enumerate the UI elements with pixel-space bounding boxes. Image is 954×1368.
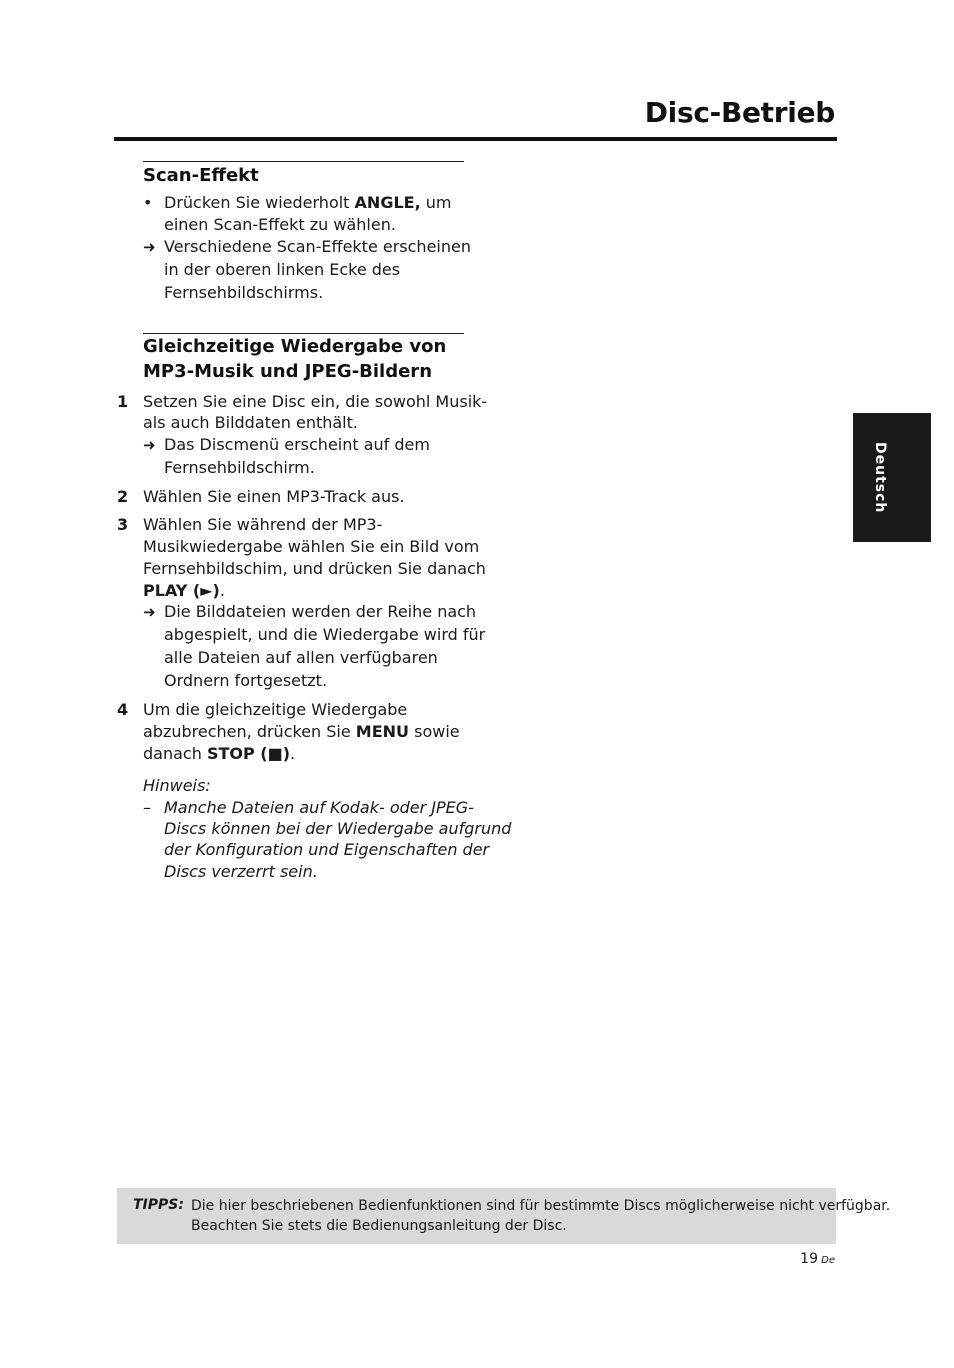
scan-heading: Scan-Effekt xyxy=(143,165,259,186)
step3-line-2: Musikwiedergabe wählen Sie ein Bild vom xyxy=(143,537,480,556)
step3-line-1: Wählen Sie während der MP3- xyxy=(143,515,383,534)
language-tab-label: Deutsch xyxy=(872,442,888,514)
language-tab xyxy=(853,413,931,542)
step3-line-3: Fernsehbildschim, und drücken Sie danach xyxy=(143,559,486,578)
step4-line-3 xyxy=(143,743,295,765)
step4-line-1: Um die gleichzeitige Wiedergabe xyxy=(143,700,408,719)
scan-bullet-line-1 xyxy=(164,192,451,214)
note-label: Hinweis: xyxy=(143,776,211,795)
scan-arrow-line-1: Verschiedene Scan-Effekte erscheinen xyxy=(164,237,471,256)
step1-line-1: Setzen Sie eine Disc ein, die sowohl Musik- xyxy=(143,392,488,411)
scan-arrow-line-3: Fernsehbildschirms. xyxy=(164,283,324,302)
arrow-right-icon: ➜ xyxy=(143,238,156,256)
bullet-marker: • xyxy=(143,193,153,212)
stop-key-label: STOP (■) xyxy=(206,744,291,763)
step3-arrow-line-1: Die Bilddateien werden der Reihe nach xyxy=(164,602,477,621)
step3-line-4 xyxy=(143,580,225,602)
page-language: De xyxy=(821,1255,835,1266)
text-span: . xyxy=(219,581,225,600)
scan-arrow-line-2: in der oberen linken Ecke des xyxy=(164,260,401,279)
tips-line-1: Die hier beschriebenen Bedienfunktionen sind für bestimmte Discs möglicherweise nicht verfügbar. xyxy=(191,1198,891,1214)
arrow-right-icon: ➜ xyxy=(143,603,156,621)
step-number-3: 3 xyxy=(117,515,129,534)
step3-arrow-line-2: abgespielt, und die Wiedergabe wird für xyxy=(164,625,486,644)
note-line-2: Discs können bei der Wiedergabe aufgrund xyxy=(164,819,512,838)
note-dash: – xyxy=(143,798,151,817)
text-span: Drücken Sie wiederholt xyxy=(164,193,355,212)
step2-line-1: Wählen Sie einen MP3-Track aus. xyxy=(143,487,405,506)
text-span: um xyxy=(420,193,452,212)
step1-arrow-line-1: Das Discmenü erscheint auf dem xyxy=(164,435,430,454)
menu-key-label: MENU xyxy=(355,722,410,741)
note-line-3: der Konfiguration und Eigenschaften der xyxy=(164,840,490,859)
section-rule-scan xyxy=(143,161,464,162)
step-number-2: 2 xyxy=(117,487,129,506)
step3-arrow-line-3: alle Dateien auf allen verfügbaren xyxy=(164,648,438,667)
page-number: 19 xyxy=(800,1251,818,1267)
step1-line-2: als auch Bilddaten enthält. xyxy=(143,413,358,432)
play-key-label: PLAY (►) xyxy=(143,581,220,600)
step1-arrow-line-2: Fernsehbildschirm. xyxy=(164,458,315,477)
mp3-heading-line-2: MP3-Musik und JPEG-Bildern xyxy=(143,361,433,382)
text-span: danach xyxy=(143,744,207,763)
arrow-right-icon: ➜ xyxy=(143,436,156,454)
title-rule xyxy=(114,137,837,141)
text-span: sowie xyxy=(409,722,460,741)
tips-label: TIPPS: xyxy=(133,1197,184,1213)
angle-key-label: ANGLE, xyxy=(354,193,421,212)
tips-line-2: Beachten Sie stets die Bedienungsanleitung der Disc. xyxy=(191,1218,567,1234)
text-span: . xyxy=(290,744,296,763)
text-span: abzubrechen, drücken Sie xyxy=(143,722,356,741)
mp3-heading-line-1: Gleichzeitige Wiedergabe von xyxy=(143,336,447,357)
page-title: Disc-Betrieb xyxy=(644,96,835,129)
scan-bullet-line-2: einen Scan-Effekt zu wählen. xyxy=(164,215,396,234)
note-line-4: Discs verzerrt sein. xyxy=(164,862,318,881)
note-line-1: Manche Dateien auf Kodak- oder JPEG- xyxy=(164,798,474,817)
step-number-1: 1 xyxy=(117,392,129,411)
step4-line-2 xyxy=(143,721,460,743)
step3-arrow-line-4: Ordnern fortgesetzt. xyxy=(164,671,328,690)
step-number-4: 4 xyxy=(117,700,129,719)
